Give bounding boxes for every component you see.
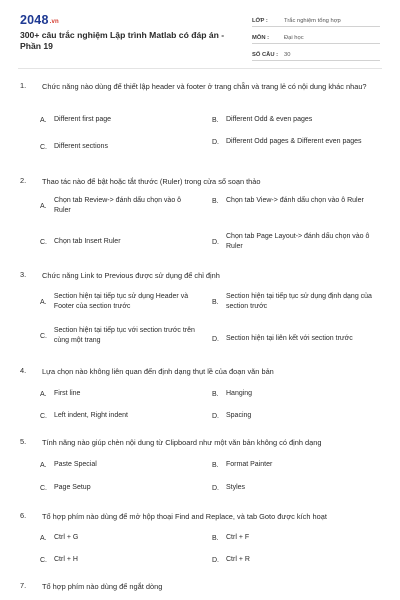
option-a[interactable] <box>40 533 200 543</box>
option-text: Chọn tab View-> đánh dấu chọn vào ô Ruler <box>226 197 364 204</box>
option-text: Paste Special <box>54 461 97 468</box>
meta-row-subject <box>252 30 380 44</box>
option-text: Ctrl + G <box>54 534 79 541</box>
option-letter: C. <box>40 556 47 564</box>
option-letter: D. <box>212 412 219 420</box>
option-text: Styles <box>226 484 246 491</box>
question-text: Thao tác nào để bật hoặc tắt thước (Ruler) trong cửa sổ soạn thảo <box>42 177 261 186</box>
option-text: Spacing <box>226 412 252 419</box>
question-text: Tổ hợp phím nào dùng để ngắt dòng <box>42 582 163 591</box>
meta-value: Trắc nghiệm tổng hợp <box>284 18 341 24</box>
option-b[interactable] <box>212 533 382 543</box>
option-c[interactable] <box>40 237 200 247</box>
question-number: 5. <box>20 437 27 446</box>
option-letter: C. <box>40 332 47 340</box>
option-c[interactable] <box>40 555 200 565</box>
option-letter: A. <box>40 298 47 306</box>
option-text: Different first page <box>54 116 112 123</box>
question-number: 3. <box>20 270 27 279</box>
question-number: 6. <box>20 511 27 520</box>
site-logo[interactable]: 2048.vn <box>20 13 59 27</box>
option-text: Ctrl + R <box>226 556 250 563</box>
option-letter: A. <box>40 202 47 210</box>
option-text: Chọn tab Review-> đánh dấu chọn vào ô Ruler <box>54 197 182 214</box>
option-text: First line <box>54 390 81 397</box>
option-letter: B. <box>212 390 219 398</box>
document-meta <box>252 13 380 64</box>
option-a[interactable] <box>40 389 200 399</box>
option-text: Page Setup <box>54 484 91 491</box>
option-text: Chọn tab Page Layout-> đánh dấu chọn vào ô Ruler <box>226 233 370 250</box>
option-text: Section hiện tại tiếp tục sử dụng định dạng của section trước <box>226 293 372 310</box>
option-a[interactable] <box>40 292 200 312</box>
option-letter: C. <box>40 412 47 420</box>
option-text: Ctrl + H <box>54 556 78 563</box>
meta-row-count <box>252 47 380 61</box>
option-letter: B. <box>212 534 219 542</box>
meta-label: SỐ CÂU : <box>252 52 279 58</box>
option-d[interactable] <box>212 232 382 252</box>
option-letter: D. <box>212 238 219 246</box>
option-letter: B. <box>212 197 219 205</box>
option-letter: A. <box>40 461 47 469</box>
option-text: Left indent, Right indent <box>54 412 128 419</box>
question-number: 7. <box>20 581 27 590</box>
header-divider <box>18 68 382 69</box>
option-letter: D. <box>212 335 219 343</box>
option-letter: C. <box>40 143 47 151</box>
option-letter: A. <box>40 116 47 124</box>
option-a[interactable] <box>40 460 200 470</box>
option-c[interactable] <box>40 483 200 493</box>
option-letter: B. <box>212 461 219 469</box>
meta-value: 30 <box>284 52 291 58</box>
question-text: Chức năng nào dùng để thiết lập header và footer ở trang chẵn và trang lẻ có nội dung khác nhau? <box>42 82 367 91</box>
option-c[interactable] <box>40 142 200 152</box>
option-letter: D. <box>212 556 219 564</box>
option-text: Ctrl + F <box>226 534 250 541</box>
option-d[interactable] <box>212 411 382 421</box>
question-number: 2. <box>20 176 27 185</box>
option-d[interactable] <box>212 483 382 493</box>
option-d[interactable] <box>212 137 382 147</box>
option-c[interactable] <box>40 411 200 421</box>
meta-value: Đại học <box>284 35 304 41</box>
option-letter: D. <box>212 484 219 492</box>
question-text: Tính năng nào giúp chèn nội dung từ Clipboard như một văn bản không có định dạng <box>42 438 322 447</box>
option-text: Hanging <box>226 390 253 397</box>
question-text: Tổ hợp phím nào dùng để mở hộp thoại Find and Replace, và tab Goto được kích hoạt <box>42 512 327 521</box>
option-text: Different sections <box>54 143 108 150</box>
meta-label: LỚP : <box>252 18 268 24</box>
option-a[interactable] <box>40 115 200 125</box>
question-text: Lựa chọn nào không liên quan đến định dạng thụt lề của đoạn văn bản <box>42 367 274 376</box>
option-d[interactable] <box>212 334 382 344</box>
option-text: Chọn tab Insert Ruler <box>54 238 121 245</box>
document-header <box>0 0 400 64</box>
option-letter: B. <box>212 298 219 306</box>
option-text: Section hiện tại tiếp tục với section trước trên cùng một trang <box>53 327 195 344</box>
option-a[interactable] <box>40 196 200 216</box>
option-letter: B. <box>212 116 219 124</box>
option-letter: C. <box>40 238 47 246</box>
option-b[interactable] <box>212 460 382 470</box>
option-b[interactable] <box>212 292 382 312</box>
option-text: Section hiện tại liên kết với section trước <box>226 335 353 342</box>
option-text: Different Odd & even pages <box>226 116 313 123</box>
option-b[interactable] <box>212 196 382 206</box>
document-title: 300+ câu trắc nghiệm Lập trình Matlab có đáp án - Phần 19 <box>20 30 225 51</box>
question-number: 4. <box>20 366 27 375</box>
option-text: Different Odd pages & Different even pages <box>226 138 362 145</box>
meta-row-class <box>252 13 380 27</box>
option-letter: A. <box>40 534 47 542</box>
option-text: Section hiện tại tiếp tục sử dụng Header và Footer của section trước <box>53 293 189 310</box>
option-c[interactable] <box>40 326 200 346</box>
option-b[interactable] <box>212 115 382 125</box>
option-text: Format Painter <box>226 461 273 468</box>
option-letter: D. <box>212 138 219 146</box>
option-b[interactable] <box>212 389 382 399</box>
meta-label: MÔN : <box>252 35 270 41</box>
option-letter: A. <box>40 390 47 398</box>
option-letter: C. <box>40 484 47 492</box>
option-d[interactable] <box>212 555 382 565</box>
question-text: Chức năng Link to Previous được sử dụng để chỉ định <box>42 271 220 280</box>
question-number: 1. <box>20 81 27 90</box>
